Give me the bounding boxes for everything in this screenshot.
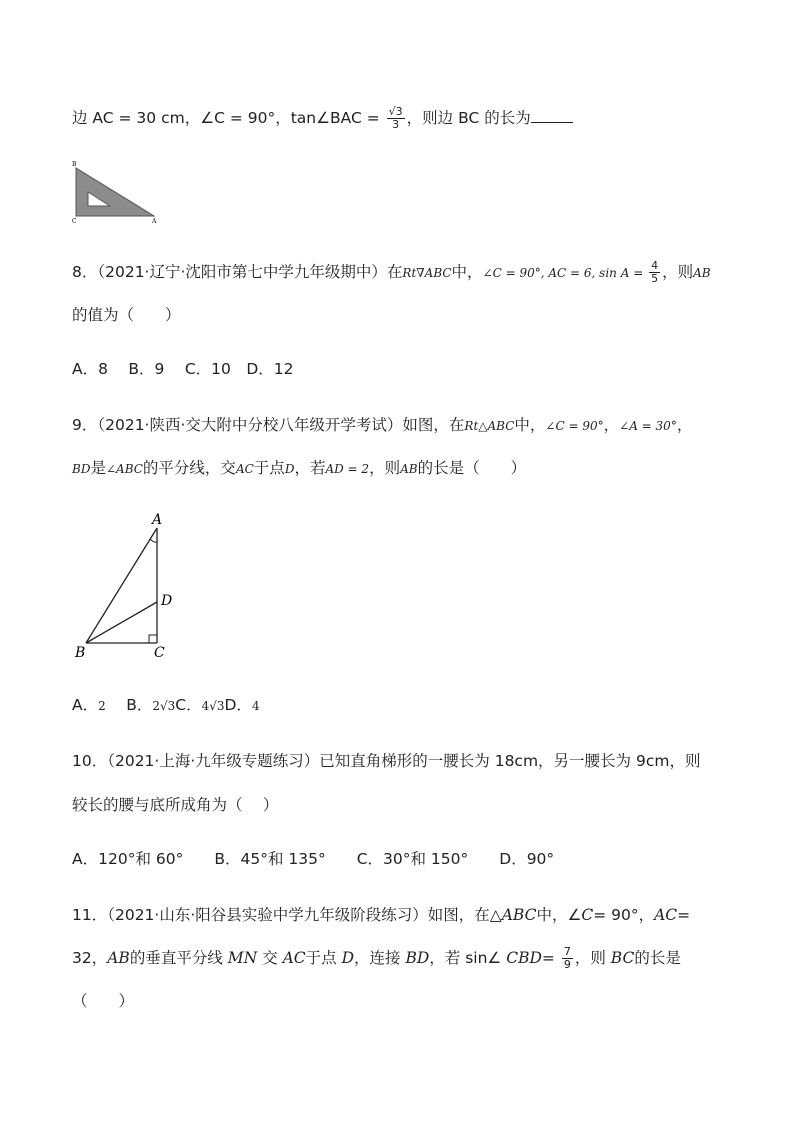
q7-frac-num: √3: [388, 105, 403, 118]
q7-text-post: ，则边 BC 的长为: [406, 109, 531, 127]
q9-opt-b: B．: [126, 696, 153, 714]
q9-opt-c-val: 4√3: [201, 699, 225, 713]
q10-options: A．120°和 60° B．45°和 135° C．30°和 150° D．90°: [72, 850, 555, 868]
q9-abc: ∠ABC: [105, 462, 143, 476]
q9-l2-t1: 是: [90, 459, 106, 477]
q9-opt-b-val: 2√3: [152, 699, 176, 713]
q8-condition: ∠C = 90°, AC = 6, sin A =: [482, 266, 648, 280]
q9-cond-c: ∠C = 90°: [545, 419, 604, 433]
q9-cond-a: ∠A = 30°: [619, 419, 677, 433]
q8-text-post: ，则: [662, 263, 694, 281]
q11-l2-t7: ，则: [574, 949, 611, 967]
q9-l2-t6: 的长是（ ）: [417, 459, 527, 477]
q11-bc: BC: [610, 949, 635, 967]
q11-c: C: [581, 906, 594, 924]
q11-l2-t2: 交: [257, 949, 283, 967]
q9-l2-t3: 于点: [253, 459, 285, 477]
q9-ad: AD = 2: [325, 462, 370, 476]
q8-line1: [72, 260, 711, 285]
q11-t2: = 90°，: [593, 906, 655, 924]
q11-line1: [72, 904, 690, 926]
q9-opt-d: D．: [224, 696, 252, 714]
q9-opt-a-val: 2: [98, 699, 106, 713]
q11-triangle: △ABC: [489, 906, 537, 924]
q11-t1: 中，∠: [536, 906, 582, 924]
q11-mn: MN: [227, 949, 258, 967]
q11-bd: BD: [405, 949, 430, 967]
q7-text-pre: 边 AC = 30 cm，∠C = 90°，tan∠BAC =: [72, 109, 385, 127]
q9-text-3: ，: [676, 416, 693, 434]
q8-line2: 的值为（ ）: [72, 306, 181, 324]
q11-ac: AC: [654, 906, 678, 924]
q10-line2: 较长的腰与底所成角为（ ）: [72, 796, 279, 814]
q9-triangle: Rt△ABC: [464, 419, 515, 433]
q9-text-2: ，: [603, 416, 620, 434]
q11-l2-t6: =: [541, 949, 560, 967]
q7-triangle-figure: [68, 158, 160, 224]
q11-t3: =: [677, 906, 691, 924]
q11-d: D: [341, 949, 354, 967]
q8-frac-num: 4: [651, 259, 659, 272]
q9-l2-t5: ，则: [369, 459, 401, 477]
q9-l2-t2: 的平分线，交: [142, 459, 236, 477]
q9-ac: AC: [235, 462, 254, 476]
q7-frac-den: 3: [392, 118, 400, 131]
q8-frac-den: 5: [651, 272, 659, 285]
q11-text-pre: 11．（2021·山东·阳谷县实验中学九年级阶段练习）如图，在: [72, 906, 490, 924]
q11-l2-t8: 的长是: [634, 949, 681, 967]
q9-bd: BD: [72, 462, 91, 476]
q10-line1: 10．（2021·上海·九年级专题练习）已知直角梯形的一腰长为 18cm，另一腰长为 9cm，则: [72, 752, 701, 770]
q11-cbd: CBD: [506, 949, 542, 967]
q8-text-pre: 8．（2021·辽宁·沈阳市第七中学九年级期中）在: [72, 263, 403, 281]
q9-line2: [72, 457, 526, 480]
q9-text-1: 中，: [514, 416, 546, 434]
q9-triangle-figure: [70, 506, 190, 666]
q7-label-c: C: [72, 218, 77, 224]
q9-options: [72, 694, 260, 717]
q11-l2-t3: 于点: [305, 949, 342, 967]
q7-label-b: B: [72, 161, 77, 168]
q9-ab: AB: [400, 462, 418, 476]
q8-options: A．8 B．9 C．10 D．12: [72, 360, 294, 378]
q8-triangle: Rt∇ABC: [402, 266, 452, 280]
q7-label-a: A: [152, 218, 157, 224]
q11-ab: AB: [107, 949, 130, 967]
q9-opt-a: A．: [72, 696, 99, 714]
q7-line1: [72, 106, 573, 131]
q8-fraction: [649, 260, 660, 285]
q11-l2-t1: 的垂直平分线: [129, 949, 228, 967]
q9-d: D: [284, 462, 295, 476]
q9-label-a: A: [152, 512, 163, 528]
q11-l2-t5: ，若 sin∠: [429, 949, 507, 967]
q11-l2-t4: ，连接: [354, 949, 406, 967]
q9-text-pre: 9．（2021·陕西·交大附中分校八年级开学考试）如图，在: [72, 416, 465, 434]
q11-frac-den: 9: [563, 958, 571, 971]
q9-opt-d-val: 4: [251, 699, 260, 713]
q9-label-c: C: [154, 645, 165, 661]
q9-label-b: B: [75, 645, 86, 661]
q7-fraction: [387, 106, 405, 131]
q8-text-mid: 中，: [451, 263, 483, 281]
q8-ab: AB: [693, 266, 711, 280]
q11-frac-num: 7: [563, 945, 571, 958]
q9-line1: [72, 414, 692, 437]
q9-opt-c: C．: [175, 696, 202, 714]
q11-line3: （ ）: [72, 992, 135, 1010]
q11-fraction: [562, 946, 573, 971]
q11-ac2: AC: [282, 949, 306, 967]
q9-l2-t4: ，若: [294, 459, 326, 477]
q11-l2-pre: 32，: [72, 949, 108, 967]
q9-label-d: D: [161, 593, 173, 609]
q7-answer-blank: [531, 108, 573, 123]
q11-line2: [72, 946, 681, 971]
